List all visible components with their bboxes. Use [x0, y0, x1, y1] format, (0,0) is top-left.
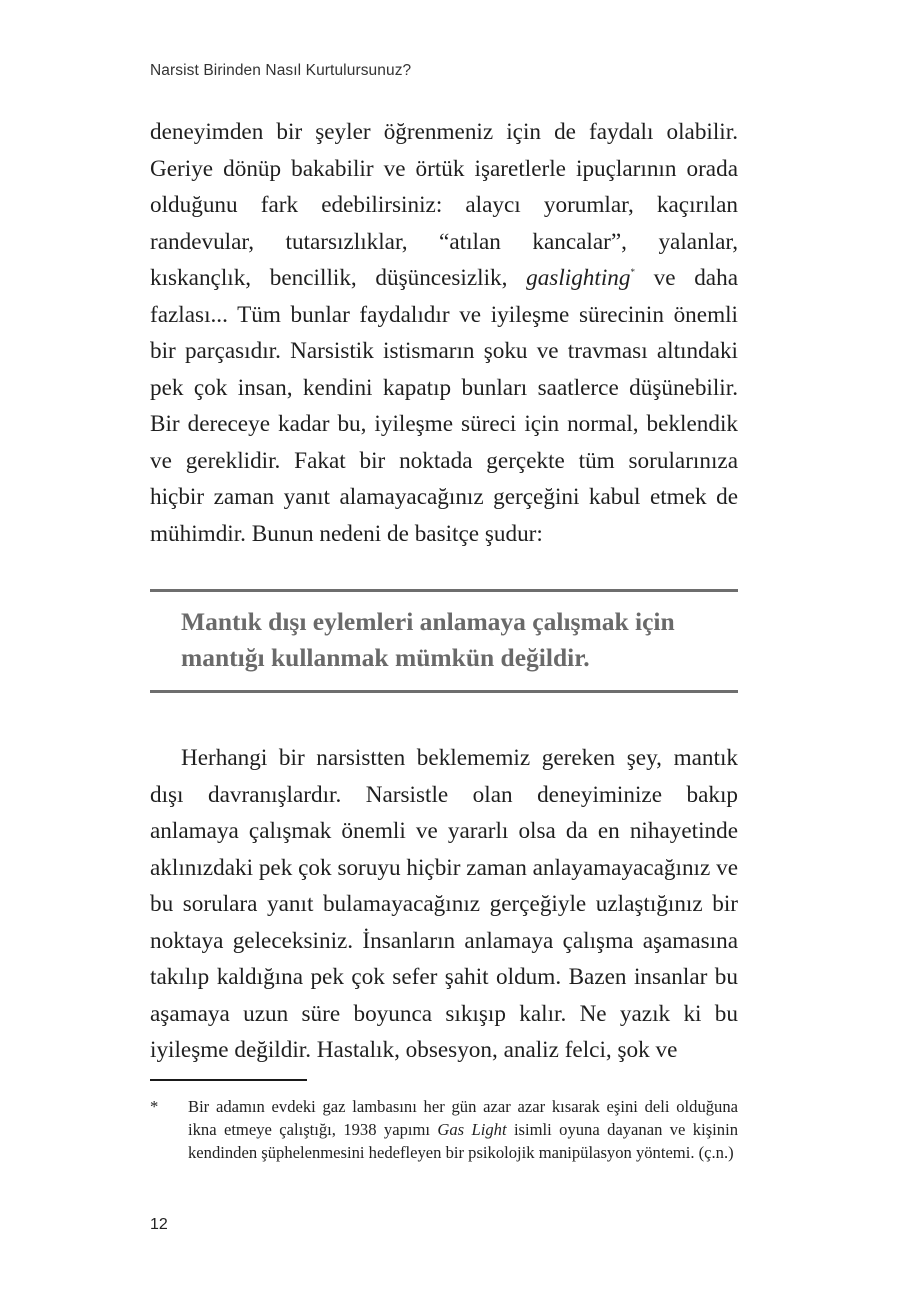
page-number: 12 [150, 1216, 168, 1233]
footnote-separator-rule [150, 1079, 307, 1081]
running-head-title: Narsist Birinden Nasıl Kurtulursunuz? [150, 62, 412, 79]
body-paragraph-1 [150, 114, 738, 552]
footnote-text-end: isimli oyuna dayanan ve kişinin kendinden şüphelenmesini hedefleyen bir psikolojik manipülasyon yöntemi. (ç.n.) [188, 1120, 738, 1162]
pull-quote-text: Mantık dışı eylemleri anlamaya çalışmak için mantığı kullanmak mümkün değildir. [181, 607, 675, 672]
footnote-reference-marker[interactable]: * [630, 267, 635, 277]
footnote-play-title: Gas Light [437, 1120, 507, 1139]
paragraph-1-text-start: deneyimden bir şeyler öğrenmeniz için de faydalı olabilir. Geriye dönüp bakabilir ve örtük işaretlerle ipuçlarının orada olduğunu fark edebilirsiniz: alaycı yorumlar, kaçırılan randevular, tutarsızlıklar, “atılan kancalar”, yalanlar, kıskançlık, bencillik, düşüncesizlik, [150, 119, 738, 291]
footnote [150, 1095, 738, 1164]
paragraph-1-text-end: ve daha fazlası... Tüm bunlar faydalıdır ve iyileşme sürecinin önemli bir parçasıdır. Narsistik istismarın şoku ve travması altındaki pek çok insan, kendini kapatıp bunları saatlerce düşünebilir. Bir dereceye kadar bu, iyileşme süreci için normal, beklendik ve gereklidir. Fakat bir noktada gerçekte tüm sorularınıza hiçbir zaman yanıt alamayacağınız gerçeğini kabul etmek de mühimdir. Bunun nedeni de basitçe şudur: [150, 265, 738, 547]
body-paragraph-2 [150, 740, 738, 1069]
pull-quote-block [150, 589, 738, 693]
paragraph-2-text: Herhangi bir narsistten beklememiz gereken şey, mantık dışı davranışlardır. Narsistle olan deneyiminize bakıp anlamaya çalışmak önemli ve yararlı olsa da en nihayetinde aklınızdaki pek çok soruyu hiçbir zaman anlayamayacağınız ve bu sorulara yanıt bulamayacağınız gerçeğiyle uzlaştığınız bir noktaya geleceksiniz. İnsanların anlamaya çalışma aşamasına takılıp kaldığına pek çok sefer şahit oldum. Bazen insanlar bu aşamaya uzun süre boyunca sıkışıp kalır. Ne yazık ki bu iyileşme değildir. Hastalık, obsesyon, analiz felci, şok ve [150, 745, 738, 1063]
pull-quote-bottom-rule [150, 690, 738, 693]
footnote-text-start: Bir adamın evdeki gaz lambasını her gün azar azar kısarak eşini deli olduğuna ikna etmeye çalıştığı, 1938 yapımı [188, 1097, 738, 1139]
footnote-marker: * [150, 1097, 159, 1116]
gaslighting-term: gaslighting [526, 265, 631, 291]
footnote-text [188, 1095, 738, 1164]
